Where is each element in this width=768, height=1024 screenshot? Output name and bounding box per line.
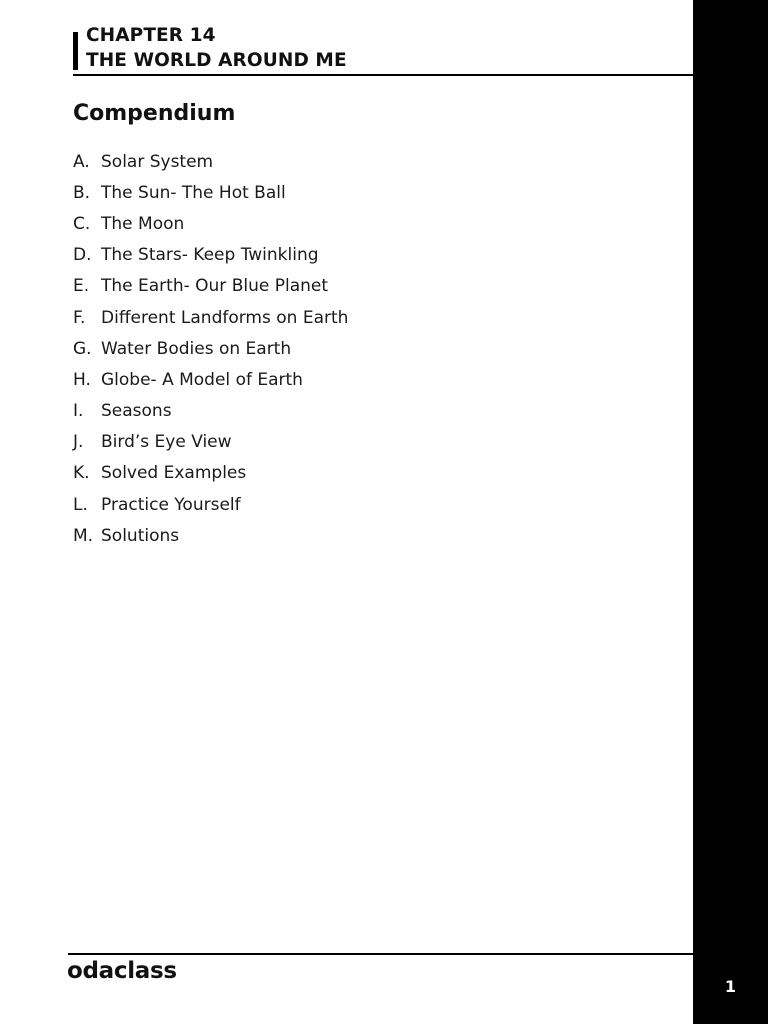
list-item-letter: C. (73, 213, 91, 234)
list-item-letter: D. (73, 245, 92, 266)
list-item (73, 271, 348, 302)
chapter-number: CHAPTER 14 (86, 25, 216, 46)
page-number: 1 (724, 977, 737, 996)
brand-logo: odaclass (67, 958, 177, 984)
chapter-title: THE WORLD AROUND ME (86, 50, 347, 71)
list-item-letter: E. (73, 276, 90, 297)
list-item-label: Seasons (101, 401, 172, 422)
list-item (73, 489, 348, 520)
footer-divider (68, 953, 693, 955)
list-item-label: Solved Examples (101, 463, 247, 484)
list-item-label: Water Bodies on Earth (101, 338, 292, 359)
list-item-letter: I. (73, 401, 84, 422)
header-accent-bar (73, 32, 78, 70)
list-item-letter: J. (73, 432, 84, 453)
list-item (73, 146, 348, 177)
section-heading: Compendium (73, 101, 236, 126)
list-item (73, 302, 348, 333)
list-item-label: Practice Yourself (101, 494, 241, 515)
list-item-letter: G. (73, 338, 92, 359)
list-item-label: Different Landforms on Earth (101, 307, 349, 328)
list-item-label: Solutions (101, 525, 180, 546)
list-item (73, 427, 348, 458)
list-item-label: The Earth- Our Blue Planet (101, 276, 329, 297)
list-item-letter: K. (73, 463, 90, 484)
list-item-letter: M. (73, 525, 94, 546)
list-item (73, 364, 348, 395)
list-item-letter: B. (73, 182, 91, 203)
contents-list (73, 146, 348, 551)
list-item-letter: L. (73, 494, 88, 515)
list-item (73, 520, 348, 551)
list-item-label: Bird’s Eye View (101, 432, 232, 453)
list-item (73, 396, 348, 427)
list-item-label: Globe- A Model of Earth (101, 369, 303, 390)
list-item (73, 208, 348, 239)
list-item-letter: H. (73, 369, 91, 390)
list-item (73, 458, 348, 489)
header-divider (73, 74, 693, 76)
list-item-label: The Moon (101, 213, 185, 234)
list-item (73, 177, 348, 208)
list-item-label: Solar System (101, 151, 214, 172)
list-item-label: The Sun- The Hot Ball (101, 182, 286, 203)
side-bar (693, 0, 768, 1024)
list-item-label: The Stars- Keep Twinkling (101, 245, 319, 266)
list-item-letter: A. (73, 151, 90, 172)
list-item-letter: F. (73, 307, 86, 328)
list-item (73, 240, 348, 271)
list-item (73, 333, 348, 364)
